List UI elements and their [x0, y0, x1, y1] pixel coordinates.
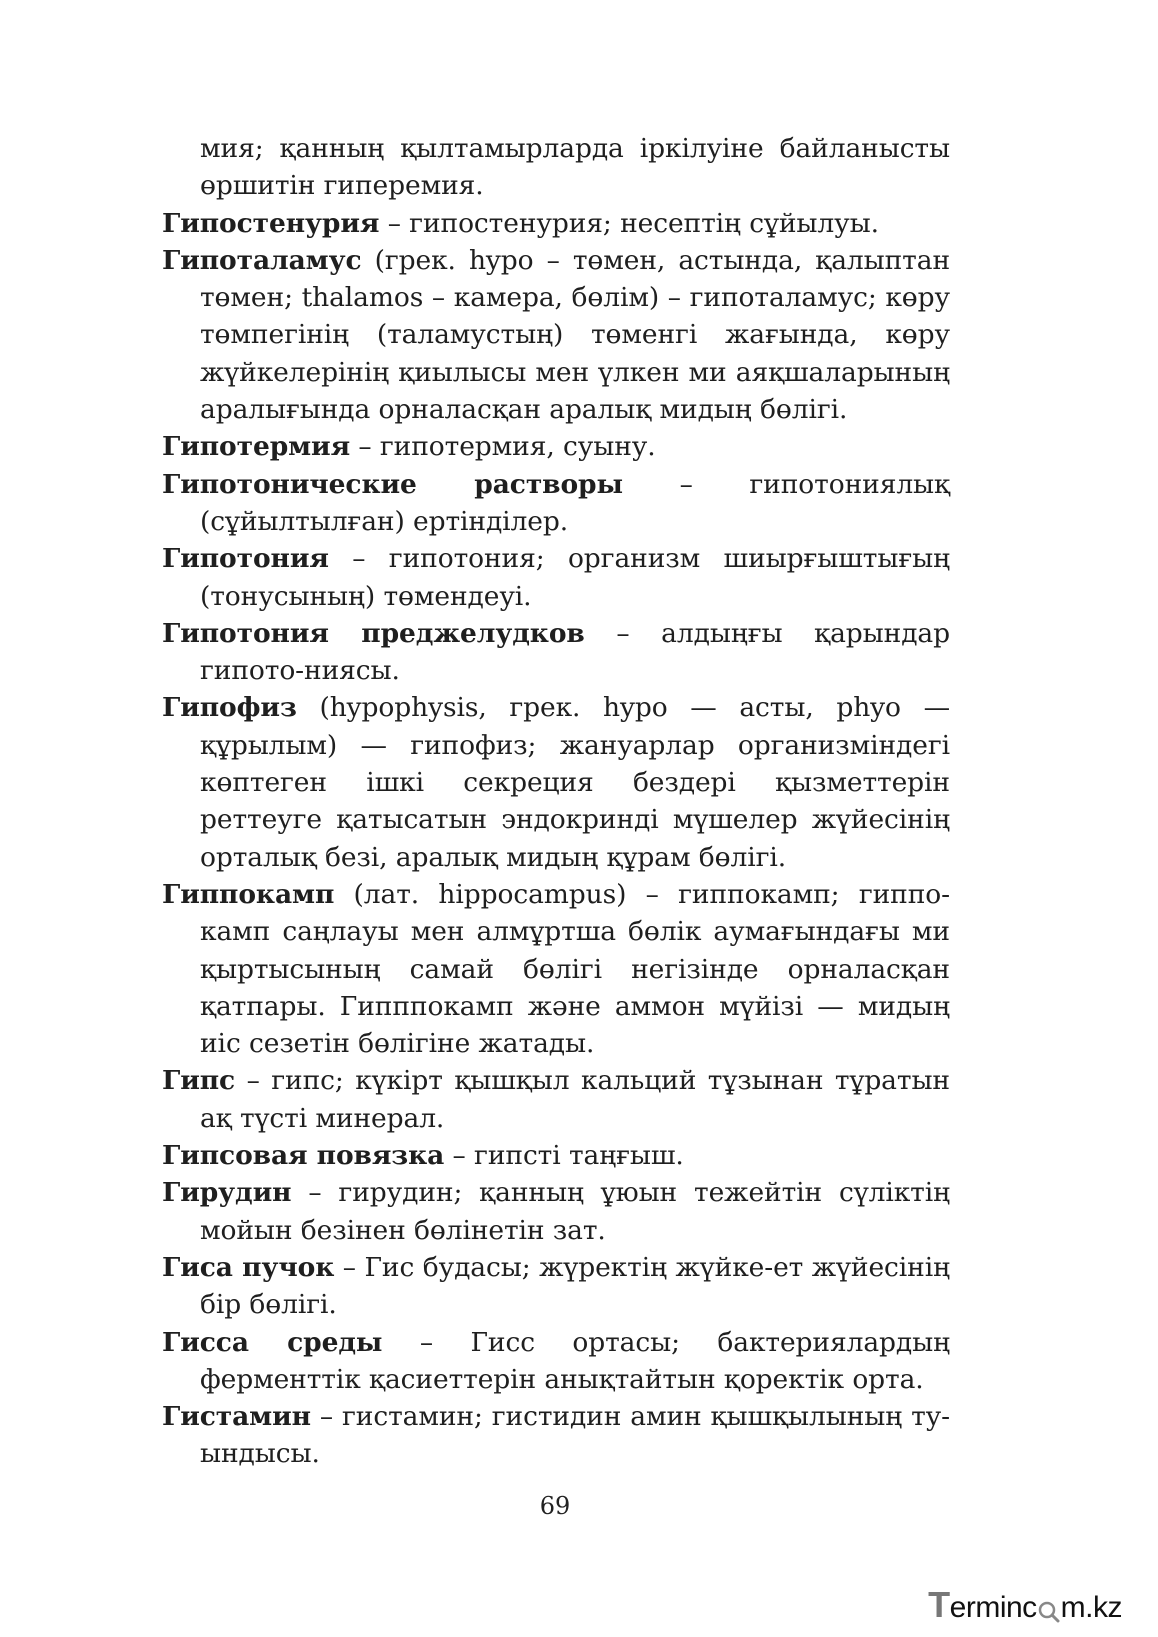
dictionary-entry: [162, 1174, 950, 1249]
dictionary-entry: [162, 615, 950, 690]
entry-term: Гипотонические растворы: [162, 468, 623, 500]
dictionary-entry: [162, 689, 950, 875]
entry-definition: – Гис будасы; жүректің жүйке-ет жүйесінің бір бөлігі.: [200, 1251, 950, 1321]
entry-term: Гипотермия: [162, 431, 351, 463]
site-watermark: [928, 1584, 1122, 1625]
entry-term: Гирудин: [162, 1177, 292, 1209]
entry-definition: – гипотониялық (сұйылтылған) ертінділер.: [200, 468, 950, 537]
entry-definition: (hypophysis, грек. hypo — асты, phyo — құрылым) — гипофиз; жануарлар организміндегі көптеген ішкі секреция бездері қызметтерін реттеуге қатысатын эндокринді мүшелер жүйесінің орталық безі, аралық мидың құрам бөлігі.: [200, 692, 950, 873]
dictionary-entry: [162, 1249, 950, 1324]
entry-term: Гистамин: [162, 1401, 311, 1433]
entry-term: Гиппокамп: [162, 878, 335, 910]
entry-list: [162, 205, 950, 1473]
entry-definition: – гипс; күкірт қышқыл кальций тұзынан тұратын ақ түсті минерал.: [200, 1065, 950, 1134]
dictionary-entry: [162, 242, 950, 428]
dictionary-entry: [162, 466, 950, 541]
entry-definition: – Гисс ортасы; бактериялардың ферменттік қасиеттерін анықтайтын қоректік орта.: [200, 1326, 950, 1395]
entry-definition: – гипотермия, суыну.: [350, 431, 656, 463]
entry-term: Гипофиз: [162, 692, 297, 724]
entry-definition: (грек. hypo – төмен, астында, қалыптан төмен; thalamos – камера, бөлім) – гипоталамус; көру төмпегінің (таламустың) төменгі жағында, көру жүйкелерінің қиылысы мен үлкен ми аяқшаларының аралығында орналасқан аралық мидың бөлігі.: [200, 244, 950, 426]
watermark-text: erminc: [949, 1591, 1037, 1624]
dictionary-entry: [162, 1324, 950, 1399]
dictionary-entry: [162, 205, 950, 242]
entry-definition: – гистамин; гистидин амин қышқылының ту-ындысы.: [200, 1401, 950, 1470]
entry-definition: – гипотония; организм шиырғыштығың (тонусының) төмендеуі.: [200, 543, 950, 612]
dictionary-text: [162, 130, 950, 1473]
entry-term: Гипостенурия: [162, 207, 380, 239]
entry-term: Гипс: [162, 1065, 236, 1097]
page-number: 69: [539, 1492, 571, 1520]
magnifier-icon: [1038, 1597, 1060, 1623]
entry-definition: – гирудин; қанның ұюын тежейтін сүліктің мойын безінен бөлінетін зат.: [200, 1177, 950, 1246]
entry-definition: – алдыңғы қарындар гипото-ниясы.: [200, 617, 950, 687]
entry-term: Гисса среды: [162, 1326, 383, 1358]
dictionary-entry: [162, 428, 950, 465]
watermark-first-letter: T: [928, 1584, 950, 1625]
entry-term: Гипотония: [162, 543, 329, 575]
dictionary-entry: [162, 1398, 950, 1473]
continuation-paragraph: мия; қанның қылтамырларда іркілуіне байланысты өршитін гиперемия.: [200, 133, 950, 202]
entry-definition: (лат. hippocampus) – гиппокамп; гиппо-камп саңлауы мен алмұртша бөлік аумағындағы ми қыртысының самай бөлігі негізінде орналасқан қатпары. Гипппокамп және аммон мүйізі — мидың иіс сезетін бөлігіне жатады.: [200, 878, 950, 1060]
entry-definition: – гипсті таңғыш.: [444, 1140, 684, 1172]
entry-definition: – гипостенурия; несептің сұйылуы.: [379, 207, 879, 239]
dictionary-entry: [162, 540, 950, 615]
dictionary-entry: [162, 1062, 950, 1137]
dictionary-entry: [162, 1137, 950, 1174]
entry-term: Гипоталамус: [162, 244, 362, 276]
entry-term: Гипотония преджелудков: [162, 617, 585, 649]
dictionary-entry: [162, 876, 950, 1062]
watermark-domain: m.kz: [1060, 1591, 1122, 1624]
entry-term: Гипсовая повязка: [162, 1140, 445, 1172]
entry-term: Гиса пучок: [162, 1251, 335, 1283]
